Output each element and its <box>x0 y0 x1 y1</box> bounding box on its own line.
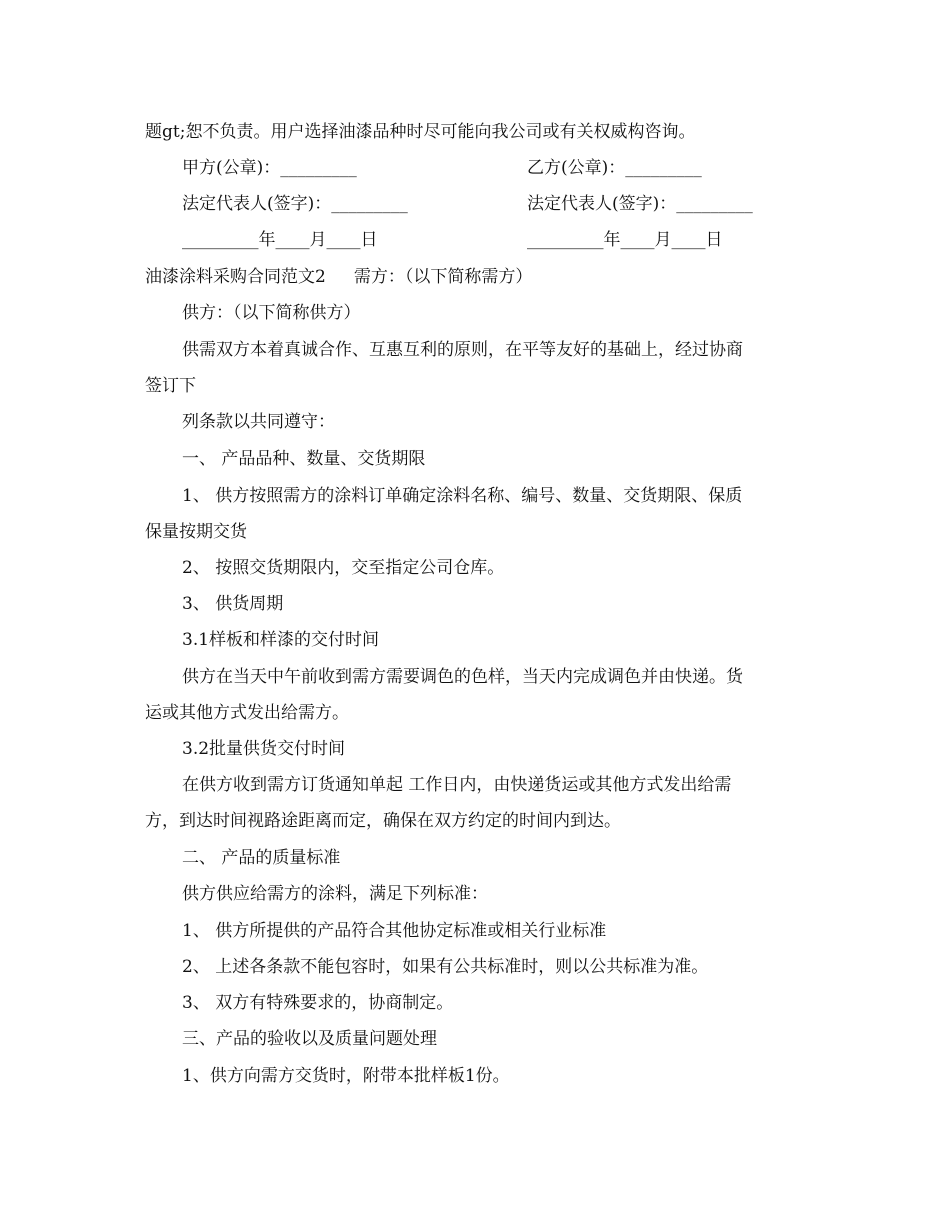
section-title-line <box>145 266 532 288</box>
paragraph-line: 2、 上述各条款不能包容时，如果有公共标准时，则以公共标准为准。 <box>182 957 709 977</box>
party-b-representative-label: 法定代表人(签字)：_________ <box>527 194 753 214</box>
paragraph-line: 运或其他方式发出给需方。 <box>145 703 349 723</box>
paragraph-line: 题gt;恕不负责。用户选择油漆品种时尽可能向我公司或有关权威构咨询。 <box>145 122 696 142</box>
paragraph-line: 1、供方向需方交货时，附带本批样板1份。 <box>182 1066 510 1086</box>
paragraph-line: 3、 供货周期 <box>182 594 284 614</box>
contract-title: 油漆涂料采购合同范文2 <box>145 267 326 287</box>
section-heading: 三、产品的验收以及质量问题处理 <box>182 1029 437 1049</box>
paragraph-line: 方，到达时间视路途距离而定，确保在双方约定的时间内到达。 <box>145 811 621 831</box>
party-a-representative-label: 法定代表人(签字)：_________ <box>182 194 408 214</box>
paragraph-line: 3、 双方有特殊要求的，协商制定。 <box>182 993 454 1013</box>
paragraph-line: 2、 按照交货期限内，交至指定公司仓库。 <box>182 558 505 578</box>
paragraph-line: 供方供应给需方的涂料，满足下列标准： <box>182 884 488 904</box>
subsection-heading: 3.1样板和样漆的交付时间 <box>182 630 380 650</box>
party-b-date-line: _________年____月____日 <box>527 230 723 250</box>
section-heading: 二、 产品的质量标准 <box>182 848 341 868</box>
supplier-label: 供方：（以下简称供方） <box>182 303 361 323</box>
paragraph-line: 供需双方本着真诚合作、互惠互利的原则，在平等友好的基础上，经过协商 <box>182 340 743 360</box>
party-b-seal-label: 乙方(公章)：_________ <box>527 158 702 178</box>
buyer-label: 需方：（以下简称需方） <box>353 267 533 287</box>
paragraph-line: 签订下 <box>145 376 196 396</box>
section-heading: 一、 产品品种、数量、交货期限 <box>182 449 426 469</box>
party-a-date-line: _________年____月____日 <box>182 230 378 250</box>
paragraph-line: 列条款以共同遵守： <box>182 412 335 432</box>
party-a-seal-label: 甲方(公章)：_________ <box>182 158 357 178</box>
paragraph-line: 供方在当天中午前收到需方需要调色的色样，当天内完成调色并由快递。货 <box>182 667 743 687</box>
paragraph-line: 保量按期交货 <box>145 522 247 542</box>
paragraph-line: 1、 供方所提供的产品符合其他协定标准或相关行业标准 <box>182 921 607 941</box>
paragraph-line: 在供方收到需方订货通知单起 工作日内，由快递货运或其他方式发出给需 <box>182 775 732 795</box>
paragraph-line: 1、 供方按照需方的涂料订单确定涂料名称、编号、数量、交货期限、保质 <box>182 486 743 506</box>
subsection-heading: 3.2批量供货交付时间 <box>182 739 346 759</box>
